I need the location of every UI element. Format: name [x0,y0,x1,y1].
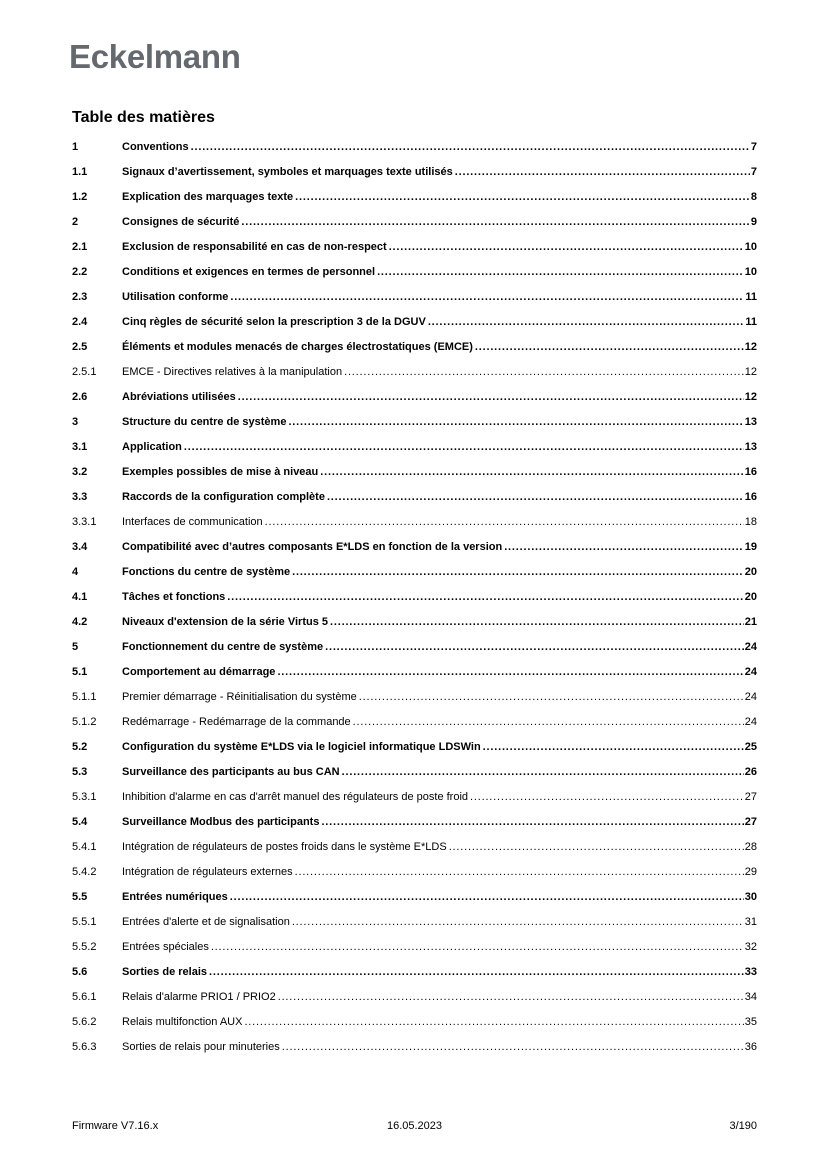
toc-entry-page: 16 [744,491,757,503]
toc-leader-dots [342,760,744,785]
toc-entry-title: Explication des marquages texte [122,191,294,203]
toc-entry-page: 10 [744,241,757,253]
toc-entry-page: 20 [744,566,757,578]
toc-entry-page: 32 [744,941,757,953]
toc-entry-number: 2.2 [72,266,88,278]
toc-entry[interactable] [72,510,757,535]
toc-entry[interactable] [72,310,757,335]
toc-entry-number: 4 [72,566,79,578]
toc-entry-number: 5.4.1 [72,841,97,853]
toc-entry-number: 1.2 [72,191,88,203]
toc-entry-title: Exemples possibles de mise à niveau [122,466,319,478]
toc-leader-dots [227,585,743,610]
toc-entry[interactable] [72,710,757,735]
toc-entry-title: Entrées numériques [122,891,228,903]
toc-entry-title: Signaux d’avertissement, symboles et marquages texte utilisés [122,166,453,178]
toc-entry[interactable] [72,435,757,460]
toc-entry-page: 29 [744,866,757,878]
toc-entry[interactable] [72,735,757,760]
toc-entry-number: 3.4 [72,541,88,553]
toc-entry-number: 5.5.2 [72,941,97,953]
toc-entry-number: 3.2 [72,466,88,478]
toc-entry-page: 33 [744,966,757,978]
toc-entry-title: Relais multifonction AUX [122,1016,243,1028]
toc-entry-title: Surveillance Modbus des participants [122,816,320,828]
toc-entry[interactable] [72,610,757,635]
toc-entry-number: 2 [72,216,79,228]
toc-entry-page: 26 [744,766,757,778]
toc-entry-title: Interfaces de communication [122,516,263,528]
toc-entry[interactable] [72,160,757,185]
toc-entry[interactable] [72,835,757,860]
toc-entry-number: 3.3.1 [72,516,97,528]
toc-entry[interactable] [72,210,757,235]
toc-entry-page: 11 [745,291,757,303]
toc-entry-number: 3 [72,416,79,428]
toc-entry-title: Surveillance des participants au bus CAN [122,766,340,778]
toc-entry-page: 30 [744,891,757,903]
toc-entry-number: 4.2 [72,616,88,628]
toc-entry[interactable] [72,185,757,210]
toc-entry-number: 2.5 [72,341,88,353]
toc-entry[interactable] [72,810,757,835]
toc-entry[interactable] [72,410,757,435]
toc-entry-number: 5.4 [72,816,88,828]
toc-entry-number: 2.1 [72,241,88,253]
toc-leader-dots [282,1035,744,1060]
toc-entry-title: Raccords de la configuration complète [122,491,325,503]
toc-entry-title: Relais d'alarme PRIO1 / PRIO2 [122,991,276,1003]
toc-leader-dots [230,885,744,910]
toc-entry[interactable] [72,660,757,685]
toc-entry-number: 5.1.2 [72,716,97,728]
footer-date: 16.05.2023 [386,1120,443,1132]
toc-leader-dots [230,285,744,310]
toc-leader-dots [428,310,745,335]
toc-entry-number: 5.3.1 [72,791,97,803]
toc-entry-number: 5.6.2 [72,1016,97,1028]
toc-entry[interactable] [72,1010,757,1035]
toc-entry-page: 24 [744,641,757,653]
toc-entry-page: 9 [750,216,757,228]
toc-entry[interactable] [72,935,757,960]
toc-leader-dots [359,685,744,710]
toc-entry-page: 12 [744,341,757,353]
toc-entry-number: 1.1 [72,166,88,178]
toc-entry-number: 3.3 [72,491,88,503]
toc-entry-title: Sorties de relais [122,966,207,978]
toc-entry-title: Premier démarrage - Réinitialisation du système [122,691,357,703]
toc-entry[interactable] [72,260,757,285]
toc-entry-page: 25 [744,741,757,753]
toc-entry-title: Sorties de relais pour minuteries [122,1041,280,1053]
toc-entry-title: Cinq règles de sécurité selon la prescription 3 de la DGUV [122,316,426,328]
page-footer [72,1118,757,1134]
toc-leader-dots [327,485,744,510]
toc-leader-dots [344,360,744,385]
toc-leader-dots [292,560,744,585]
toc-entry-title: Entrées d'alerte et de signalisation [122,916,290,928]
toc-entry[interactable] [72,460,757,485]
toc-entry-number: 4.1 [72,591,88,603]
toc-leader-dots [321,810,743,835]
toc-entry[interactable] [72,135,757,160]
toc-leader-dots [389,235,744,260]
toc-leader-dots [475,335,744,360]
toc-entry-title: Comportement au démarrage [122,666,276,678]
toc-entry-page: 27 [744,816,757,828]
toc-entry[interactable] [72,485,757,510]
toc-entry-number: 5.1 [72,666,88,678]
toc-entry-page: 24 [744,716,757,728]
toc-leader-dots [295,860,744,885]
toc-entry-title: Inhibition d'alarme en cas d'arrêt manuel des régulateurs de poste froid [122,791,469,803]
toc-entry[interactable] [72,960,757,985]
toc-entry-title: Compatibilité avec d’autres composants E*LDS en fonction de la version [122,541,503,553]
toc-entry[interactable] [72,1035,757,1060]
toc-entry[interactable] [72,560,757,585]
toc-entry-number: 5.3 [72,766,88,778]
toc-entry-number: 2.5.1 [72,366,97,378]
toc-entry-page: 21 [744,616,757,628]
toc-entry[interactable] [72,785,757,810]
toc-leader-dots [278,985,744,1010]
toc-leader-dots [265,510,744,535]
toc-entry[interactable] [72,860,757,885]
toc-entry-page: 18 [744,516,757,528]
toc-entry[interactable] [72,885,757,910]
toc-leader-dots [184,435,744,460]
toc-entry[interactable] [72,585,757,610]
toc-entry-page: 19 [744,541,757,553]
toc-entry[interactable] [72,985,757,1010]
toc-entry[interactable] [72,535,757,560]
toc-entry-number: 5.1.1 [72,691,97,703]
toc-leader-dots [288,410,743,435]
toc-entry-page: 27 [744,791,757,803]
toc-leader-dots [353,710,744,735]
toc-entry-number: 5.6 [72,966,88,978]
toc-entry-number: 5.6.3 [72,1041,97,1053]
toc-entry-title: Fonctionnement du centre de système [122,641,324,653]
toc-entry-page: 12 [744,366,757,378]
toc-leader-dots [209,960,744,985]
toc-entry-page: 31 [744,916,757,928]
toc-entry-title: Éléments et modules menacés de charges électrostatiques (EMCE) [122,341,473,353]
toc-list [72,135,757,1060]
toc-leader-dots [330,610,744,635]
toc-entry-page: 24 [744,691,757,703]
toc-entry-number: 2.3 [72,291,88,303]
toc-entry-title: Conditions et exigences en termes de personnel [122,266,376,278]
toc-leader-dots [449,835,744,860]
toc-leader-dots [377,260,744,285]
toc-entry-number: 1 [72,141,79,153]
toc-entry-page: 12 [744,391,757,403]
toc-leader-dots [320,460,743,485]
toc-leader-dots [238,385,744,410]
toc-entry-title: Redémarrage - Redémarrage de la commande [122,716,351,728]
toc-entry-number: 2.6 [72,391,88,403]
toc-leader-dots [211,935,744,960]
toc-entry[interactable] [72,360,757,385]
toc-entry[interactable] [72,685,757,710]
toc-entry[interactable] [72,285,757,310]
toc-entry-title: Utilisation conforme [122,291,229,303]
toc-entry-title: Niveaux d'extension de la série Virtus 5 [122,616,329,628]
toc-leader-dots [241,210,750,235]
toc-entry-title: Intégration de régulateurs de postes froids dans le système E*LDS [122,841,447,853]
toc-entry[interactable] [72,760,757,785]
toc-entry-title: EMCE - Directives relatives à la manipulation [122,366,343,378]
toc-entry-page: 10 [744,266,757,278]
toc-entry-title: Configuration du système E*LDS via le logiciel informatique LDSWin [122,741,481,753]
toc-entry-title: Fonctions du centre de système [122,566,291,578]
footer-firmware-version: Firmware V7.16.x [72,1120,159,1132]
toc-entry-page: 7 [750,166,757,178]
toc-entry-title: Structure du centre de système [122,416,287,428]
toc-entry-title: Consignes de sécurité [122,216,240,228]
toc-entry-number: 5.2 [72,741,88,753]
toc-leader-dots [504,535,744,560]
toc-entry-title: Abréviations utilisées [122,391,236,403]
toc-leader-dots [292,910,744,935]
toc-entry-page: 7 [750,141,757,153]
toc-entry-title: Conventions [122,141,189,153]
toc-entry-number: 5 [72,641,79,653]
toc-entry-page: 8 [750,191,757,203]
toc-entry-page: 24 [744,666,757,678]
company-logo: Eckelmann [69,38,241,75]
toc-entry[interactable] [72,385,757,410]
toc-entry-number: 5.6.1 [72,991,97,1003]
toc-leader-dots [295,185,750,210]
toc-entry-number: 5.5 [72,891,88,903]
toc-entry-number: 5.4.2 [72,866,97,878]
toc-entry-number: 2.4 [72,316,88,328]
toc-entry-page: 36 [744,1041,757,1053]
toc-entry-title: Application [122,441,182,453]
toc-entry[interactable] [72,910,757,935]
toc-leader-dots [470,785,744,810]
toc-entry-page: 34 [744,991,757,1003]
toc-entry-title: Tâches et fonctions [122,591,226,603]
toc-leader-dots [455,160,750,185]
toc-entry-page: 35 [744,1016,757,1028]
toc-entry-page: 20 [744,591,757,603]
toc-entry[interactable] [72,235,757,260]
toc-entry-number: 3.1 [72,441,88,453]
toc-entry-title: Exclusion de responsabilité en cas de non-respect [122,241,387,253]
toc-leader-dots [325,635,744,660]
page-title: Table des matières [72,109,215,126]
toc-entry-number: 5.5.1 [72,916,97,928]
toc-leader-dots [244,1010,743,1035]
toc-leader-dots [483,735,744,760]
toc-leader-dots [191,135,750,160]
toc-entry[interactable] [72,635,757,660]
toc-entry-page: 28 [744,841,757,853]
toc-leader-dots [277,660,743,685]
toc-entry[interactable] [72,335,757,360]
footer-page-indicator: 3/190 [729,1120,757,1132]
toc-entry-title: Entrées spéciales [122,941,209,953]
toc-entry-page: 13 [744,441,757,453]
toc-entry-title: Intégration de régulateurs externes [122,866,293,878]
toc-entry-page: 16 [744,466,757,478]
toc-entry-page: 11 [745,316,757,328]
toc-entry-page: 13 [744,416,757,428]
